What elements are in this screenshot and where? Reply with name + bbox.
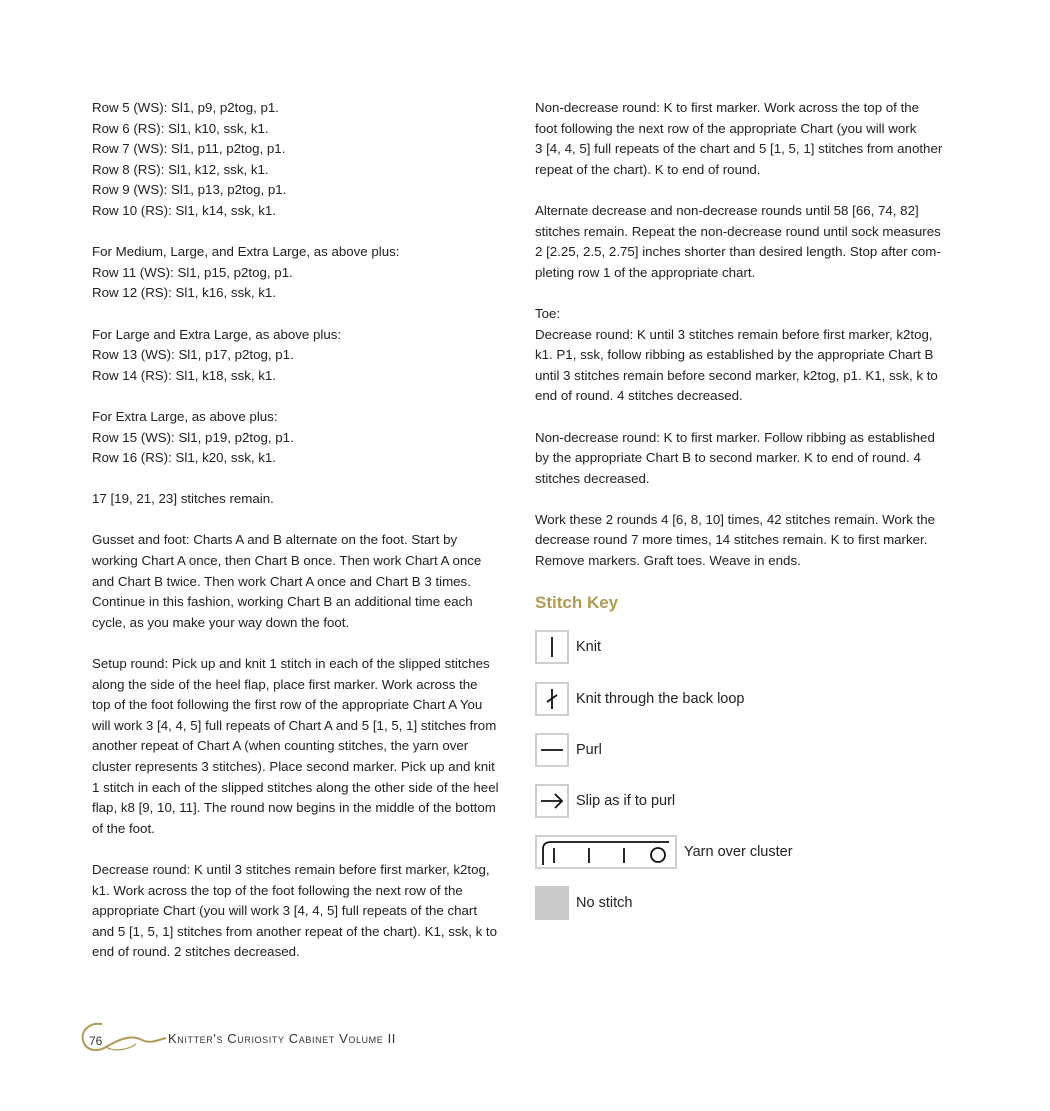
stitch-key-item-knit-tbl	[535, 682, 744, 716]
paragraph-non-decrease-round	[535, 98, 963, 180]
paragraph-decrease-round	[92, 860, 512, 963]
text-line: Row 5 (WS): Sl1, p9, p2tog, p1.	[92, 100, 279, 115]
slip-arrow-symbol-icon	[535, 784, 569, 818]
text-line: Remove markers. Graft toes. Weave in ends.	[535, 553, 801, 569]
text-line: Row 10 (RS): Sl1, k14, ssk, k1.	[92, 202, 277, 218]
text-line: Row 15 (WS): Sl1, p19, p2tog, p1.	[92, 429, 294, 445]
text-line: Setup round: Pick up and knit 1 stitch in each of the slipped stitches	[92, 656, 490, 672]
text-line: Toe:	[535, 305, 561, 321]
text-line: of the foot.	[92, 820, 155, 836]
text-line: 3 [4, 4, 5] full repeats of the chart and 5 [1, 5, 1] stitches from another	[535, 141, 943, 157]
book-title: Knitter's Curiosity Cabinet Volume II	[168, 1031, 396, 1046]
text-line: For Large and Extra Large, as above plus:	[92, 326, 342, 342]
paragraph-large-plus	[92, 325, 512, 387]
paragraph-heel-rows	[92, 98, 512, 222]
paragraph-gusset-and-foot	[92, 530, 512, 633]
text-line: Decrease round: K until 3 stitches remain before first marker, k2tog,	[535, 326, 933, 342]
stitch-key-item-no-stitch	[535, 886, 632, 920]
stitch-key-label: Knit through the back loop	[576, 690, 745, 707]
no-stitch-symbol-icon	[535, 886, 569, 920]
text-line: Decrease round: K until 3 stitches remain before first marker, k2tog,	[92, 861, 490, 877]
yarn-over-cluster-symbol-icon	[535, 835, 677, 869]
stitch-key-item-knit	[535, 630, 601, 664]
text-line: Row 8 (RS): Sl1, k12, ssk, k1.	[92, 161, 269, 177]
text-line: Row 9 (WS): Sl1, p13, p2tog, p1.	[92, 182, 287, 198]
paragraph-work-rounds	[535, 510, 963, 572]
text-line: and 5 [1, 5, 1] stitches from another repeat of the chart). K1, ssk, k to	[92, 923, 498, 939]
text-line: Non-decrease round: K to first marker. Follow ribbing as established	[535, 429, 935, 445]
knit-tbl-symbol-icon	[535, 682, 569, 716]
text-line: by the appropriate Chart B to second marker. K to end of round. 4	[535, 450, 921, 466]
text-line: Row 6 (RS): Sl1, k10, ssk, k1.	[92, 120, 269, 136]
text-line: repeat of the chart). K to end of round.	[535, 161, 761, 177]
text-line: top of the foot following the first row of the appropriate Chart A You	[92, 697, 483, 713]
text-line: Row 14 (RS): Sl1, k18, ssk, k1.	[92, 367, 277, 383]
text-line: Row 16 (RS): Sl1, k20, ssk, k1.	[92, 450, 277, 466]
text-line: will work 3 [4, 4, 5] full repeats of Chart A and 5 [1, 5, 1] stitches from	[92, 717, 497, 733]
text-line: For Medium, Large, and Extra Large, as above plus:	[92, 244, 400, 260]
page-number: 76	[89, 1034, 103, 1048]
paragraph-toe	[535, 304, 963, 407]
text-line: stitches remain. Repeat the non-decrease round until sock measures	[535, 223, 941, 239]
stitch-key-label: Slip as if to purl	[576, 792, 676, 809]
page-footer	[78, 1020, 498, 1060]
purl-symbol-icon	[535, 733, 569, 767]
stitch-key-label: Purl	[576, 741, 602, 758]
text-line: pleting row 1 of the appropriate chart.	[535, 264, 756, 280]
text-line: cycle, as you make your way down the foot.	[92, 614, 350, 630]
text-line: cluster represents 3 stitches). Place second marker. Pick up and knit	[92, 759, 495, 774]
text-line: For Extra Large, as above plus:	[92, 408, 278, 424]
stitch-key-item-slip	[535, 784, 675, 818]
stitch-key-item-yarn-over-cluster	[535, 835, 793, 869]
text-line: decrease round 7 more times, 14 stitches remain. K to first marker.	[535, 532, 928, 548]
text-line: end of round. 4 stitches decreased.	[535, 388, 743, 404]
text-line: another repeat of Chart A (when counting stitches, the yarn over	[92, 738, 469, 754]
text-line: 1 stitch in each of the slipped stitches along the other side of the heel	[92, 779, 499, 795]
text-line: Row 11 (WS): Sl1, p15, p2tog, p1.	[92, 264, 293, 280]
text-line: Non-decrease round: K to first marker. Work across the top of the	[535, 100, 920, 115]
left-column	[92, 98, 512, 984]
text-line: Row 12 (RS): Sl1, k16, ssk, k1.	[92, 285, 277, 301]
text-line: 2 [2.25, 2.5, 2.75] inches shorter than desired length. Stop after com-	[535, 244, 941, 260]
text-line: Continue in this fashion, working Chart B an additional time each	[92, 594, 473, 610]
paragraph-setup-round	[92, 654, 512, 839]
text-line: until 3 stitches remain before second marker, k2tog, p1. K1, ssk, k to	[535, 367, 938, 383]
text-line: foot following the next row of the appropriate Chart (you will work	[535, 120, 917, 136]
paragraph-medium-plus	[92, 242, 512, 304]
text-line: Row 13 (WS): Sl1, p17, p2tog, p1.	[92, 347, 294, 363]
stitch-key-label: Yarn over cluster	[684, 843, 793, 860]
text-line: stitches decreased.	[535, 470, 650, 486]
stitch-key-label: No stitch	[576, 894, 633, 911]
paragraph-alternate-rounds	[535, 201, 963, 283]
text-line: 17 [19, 21, 23] stitches remain.	[92, 491, 274, 507]
stitch-key-heading: Stitch Key	[535, 593, 619, 613]
text-line: k1. P1, ssk, follow ribbing as established by the appropriate Chart B	[535, 347, 934, 363]
text-line: k1. Work across the top of the foot following the next row of the	[92, 882, 463, 898]
text-line: flap, k8 [9, 10, 11]. The round now begins in the middle of the bottom	[92, 800, 496, 816]
text-line: Work these 2 rounds 4 [6, 8, 10] times, 42 stitches remain. Work the	[535, 511, 936, 527]
stitch-key-label: Knit	[576, 638, 601, 655]
text-line: end of round. 2 stitches decreased.	[92, 944, 300, 960]
paragraph-stitches-remain	[92, 489, 512, 510]
text-line: Row 7 (WS): Sl1, p11, p2tog, p1.	[92, 141, 286, 157]
stitch-key-item-purl	[535, 733, 602, 767]
right-column	[535, 98, 963, 630]
paragraph-toe-non-decrease	[535, 428, 963, 490]
text-line: Gusset and foot: Charts A and B alternate on the foot. Start by	[92, 532, 458, 548]
text-line: appropriate Chart (you will work 3 [4, 4, 5] full repeats of the chart	[92, 903, 478, 919]
text-line: working Chart A once, then Chart B once. Then work Chart A once	[92, 553, 482, 569]
text-line: and Chart B twice. Then work Chart A once and Chart B 3 times.	[92, 573, 471, 589]
paragraph-extra-large-plus	[92, 407, 512, 469]
text-line: Alternate decrease and non-decrease rounds until 58 [66, 74, 82]	[535, 202, 919, 218]
knit-symbol-icon	[535, 630, 569, 664]
text-line: along the side of the heel flap, place first marker. Work across the	[92, 676, 478, 692]
